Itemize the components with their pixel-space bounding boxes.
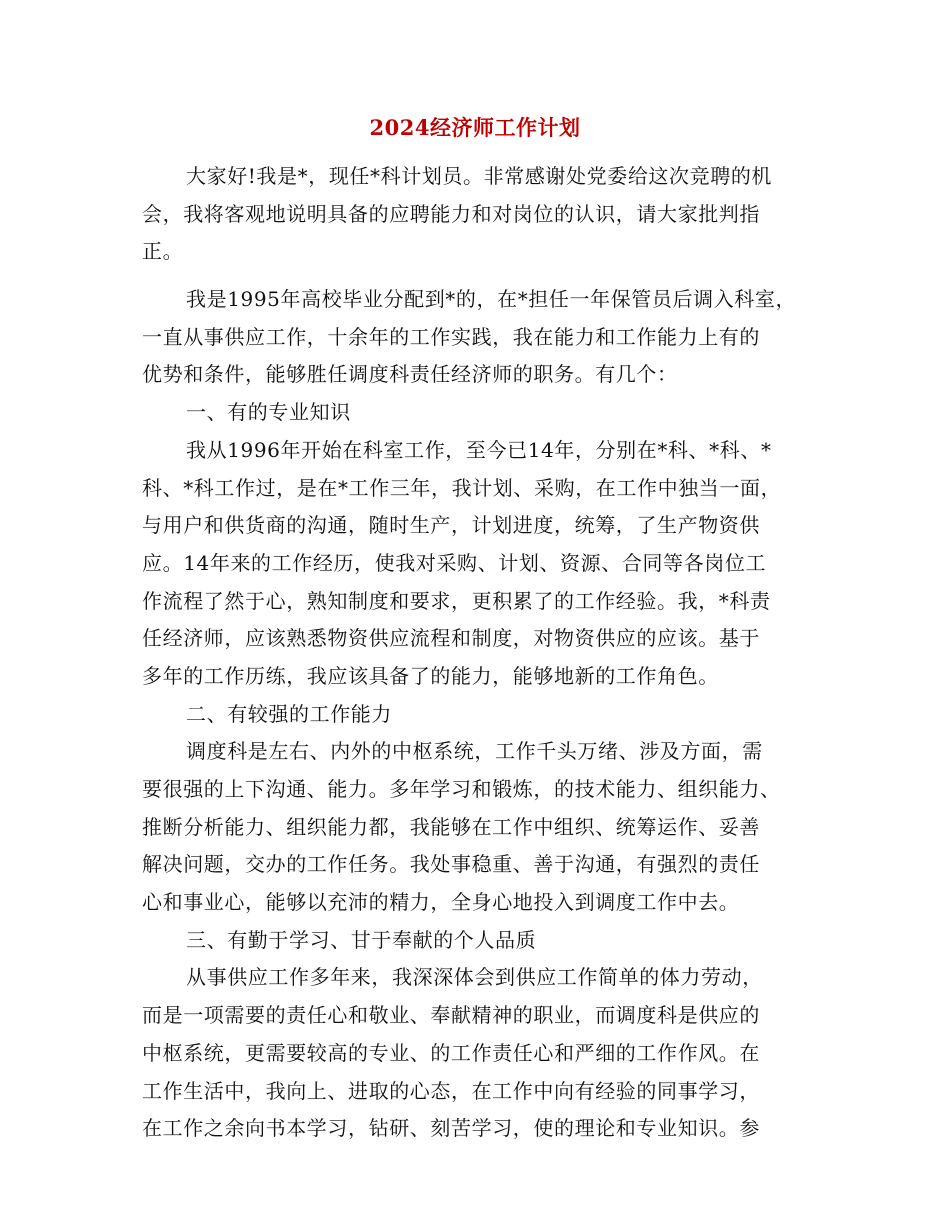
text-line: 一直从事供应工作，十余年的工作实践，我在能力和工作能力上有的 (142, 324, 760, 349)
text-line: 我从1996年开始在科室工作，至今已14年，分别在*科、*科、* (186, 437, 772, 462)
text-line: 推断分析能力、组织能力都，我能够在工作中组织、统筹运作、妥善 (142, 814, 760, 839)
text-line: 正。 (142, 239, 184, 264)
text-line: 要很强的上下沟通、能力。多年学习和锻炼，的技术能力、组织能力、 (142, 777, 781, 801)
text-line: 工作生活中，我向上、进取的心态，在工作中向有经验的同事学习， (142, 1078, 760, 1103)
text-line: 从事供应工作多年来，我深深体会到供应工作简单的体力劳动， (186, 965, 763, 990)
text-line: 作流程了然于心，熟知制度和要求，更积累了的工作经验。我，*科责 (142, 588, 771, 613)
document-title: 2024经济师工作计划 (369, 115, 581, 140)
section-heading: 一、有的专业知识 (186, 400, 351, 425)
section-heading: 三、有勤于学习、甘于奉献的个人品质 (186, 927, 537, 952)
text-line: 而是一项需要的责任心和敬业、奉献精神的职业，而调度科是供应的 (142, 1003, 760, 1028)
text-line: 调度科是左右、内外的中枢系统，工作千头万绪、涉及方面，需 (186, 739, 763, 764)
text-line: 应。14年来的工作经历，使我对采购、计划、资源、合同等各岗位工 (142, 550, 767, 575)
text-line: 会，我将客观地说明具备的应聘能力和对岗位的认识，请大家批判指 (142, 201, 760, 226)
text-line: 我是1995年高校毕业分配到*的，在*担任一年保管员后调入科室， (186, 287, 797, 312)
document-body (142, 158, 824, 1148)
section-heading: 二、有较强的工作能力 (186, 701, 392, 726)
text-line: 解决问题，交办的工作任务。我处事稳重、善于沟通，有强烈的责任 (142, 852, 760, 877)
text-line: 多年的工作历练，我应该具备了的能力，能够地新的工作角色。 (142, 663, 719, 688)
text-line: 科、*科工作过，是在*工作三年，我计划、采购，在工作中独当一面， (142, 475, 782, 500)
text-line: 心和事业心，能够以充沛的精力，全身心地投入到调度工作中去。 (142, 890, 740, 915)
text-line: 中枢系统，更需要较高的专业、的工作责任心和严细的工作作风。在 (142, 1040, 760, 1065)
text-line: 大家好!我是*，现任*科计划员。非常感谢处党委给这次竞聘的机 (186, 164, 773, 188)
text-line: 任经济师，应该熟悉物资供应流程和制度，对物资供应的应该。基于 (142, 626, 760, 651)
text-line: 在工作之余向书本学习，钻研、刻苦学习，使的理论和专业知识。参 (142, 1116, 760, 1141)
text-line: 与用户和供货商的沟通，随时生产，计划进度，统筹，了生产物资供 (142, 513, 760, 538)
text-line: 优势和条件，能够胜任调度科责任经济师的职务。有几个： (142, 362, 678, 387)
